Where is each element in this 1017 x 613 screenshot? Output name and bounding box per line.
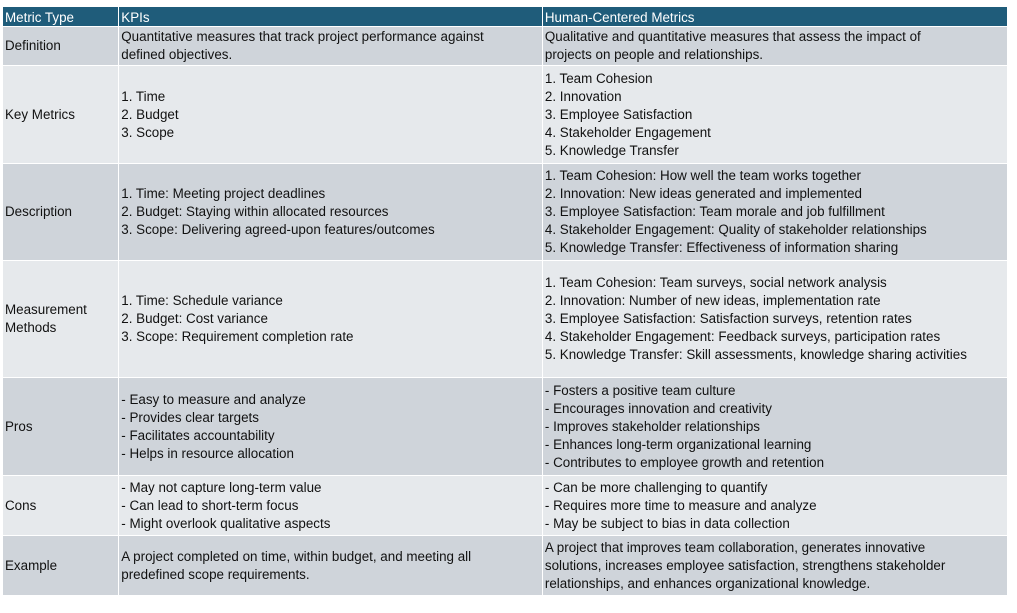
row-label: Definition [3,27,119,66]
header-human-centered-metrics: Human-Centered Metrics [542,7,1007,27]
kpis-cell: - Easy to measure and analyze - Provides clear targets - Facilitates accountability - Helps in resource allocation [119,378,543,476]
table-row-key-metrics [3,66,1008,164]
header-metric-type: Metric Type [3,7,119,27]
human-metrics-cell: 1. Team Cohesion: Team surveys, social network analysis 2. Innovation: Number of new ideas, implementation rate 3. Employee Satisfaction: Satisfaction surveys, retention rates 4. Stakeholder Engagement: Feedback surveys, participation rates 5. Knowledge Transfer: Skill assessments, knowledge sharing activities [542,261,1007,378]
row-label: Description [3,164,119,261]
row-label: Key Metrics [3,66,119,164]
human-metrics-cell: - Fosters a positive team culture - Encourages innovation and creativity - Improves stakeholder relationships - Enhances long-term organizational learning - Contributes to employee growth and retention [542,378,1007,476]
header-row [3,7,1008,27]
human-metrics-cell: 1. Team Cohesion: How well the team works together 2. Innovation: New ideas generated and implemented 3. Employee Satisfaction: Team morale and job fulfillment 4. Stakeholder Engagement: Quality of stakeholder relationships 5. Knowledge Transfer: Effectiveness of information sharing [542,164,1007,261]
kpis-cell: A project completed on time, within budget, and meeting all predefined scope requirements. [119,536,543,596]
comparison-table-container [2,6,1008,596]
table-row-description [3,164,1008,261]
table-row-measurement-methods [3,261,1008,378]
kpis-cell: - May not capture long-term value - Can lead to short-term focus - Might overlook qualitative aspects [119,476,543,536]
header-kpis: KPIs [119,7,543,27]
row-label: Measurement Methods [3,261,119,378]
kpis-cell: 1. Time: Schedule variance 2. Budget: Cost variance 3. Scope: Requirement completion rate [119,261,543,378]
table-row-pros [3,378,1008,476]
row-label: Example [3,536,119,596]
kpis-cell: 1. Time: Meeting project deadlines 2. Budget: Staying within allocated resources 3. Scope: Delivering agreed-upon features/outcomes [119,164,543,261]
kpis-cell: Quantitative measures that track project performance against defined objectives. [119,27,543,66]
row-label: Cons [3,476,119,536]
table-row-cons [3,476,1008,536]
kpis-cell: 1. Time 2. Budget 3. Scope [119,66,543,164]
human-metrics-cell: A project that improves team collaboration, generates innovative solutions, increases employee satisfaction, strengthens stakeholder relationships, and enhances organizational knowledge. [542,536,1007,596]
human-metrics-cell: 1. Team Cohesion 2. Innovation 3. Employee Satisfaction 4. Stakeholder Engagement 5. Knowledge Transfer [542,66,1007,164]
comparison-table [2,6,1008,596]
human-metrics-cell: - Can be more challenging to quantify - Requires more time to measure and analyze - May be subject to bias in data collection [542,476,1007,536]
table-row-example [3,536,1008,596]
row-label: Pros [3,378,119,476]
table-row-definition [3,27,1008,66]
human-metrics-cell: Qualitative and quantitative measures that assess the impact of projects on people and relationships. [542,27,1007,66]
